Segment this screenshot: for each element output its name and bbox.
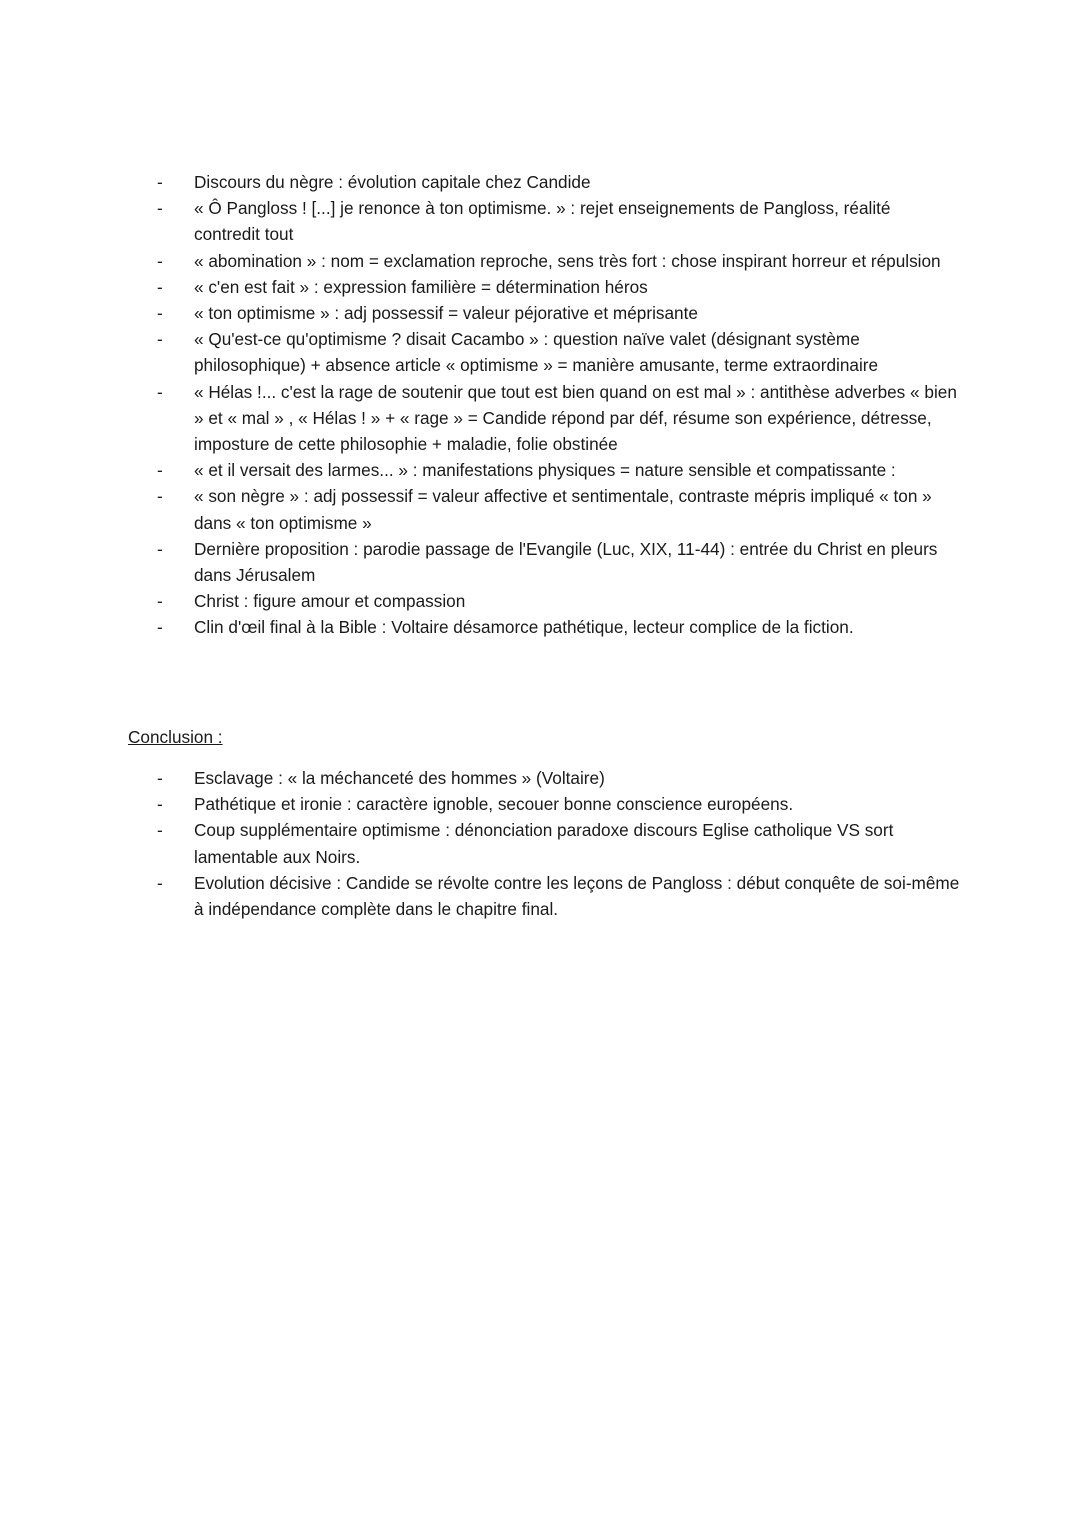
list-item: [0, 536, 1080, 588]
item-text: Evolution décisive : Candide se révolte contre les leçons de Pangloss : début conquête de soi-même à indépendance complète dans le chapitre final.: [194, 872, 960, 920]
item-text: « son nègre » : adj possessif = valeur affective et sentimentale, contraste mépris impliqué « ton » dans « ton optimisme »: [194, 486, 932, 533]
bullet-dash: -: [157, 768, 163, 788]
item-text: « c'en est fait » : expression familière = détermination héros: [194, 276, 648, 297]
bullet-dash: -: [157, 303, 163, 324]
list-item: [0, 870, 1080, 922]
list-item: [0, 791, 1080, 817]
list-item: [0, 588, 1080, 614]
item-text: « abomination » : nom = exclamation reproche, sens très fort : chose inspirant horreur et répulsion: [194, 250, 941, 271]
list-item: [0, 817, 1080, 869]
item-text: Esclavage : « la méchanceté des hommes » (Voltaire): [194, 768, 605, 788]
list-item: [0, 326, 1080, 378]
bullet-dash: -: [157, 250, 163, 271]
list-item: [0, 379, 1080, 458]
item-text: « ton optimisme » : adj possessif = valeur péjorative et méprisante: [194, 303, 698, 324]
conclusion-heading: Conclusion :: [128, 727, 223, 747]
bullet-dash: -: [157, 329, 163, 350]
bullet-dash: -: [157, 538, 163, 559]
item-text: « Hélas !... c'est la rage de soutenir que tout est bien quand on est mal » : antithèse adverbes « bien » et « mal » , « Hélas ! » + « rage » = Candide répond par déf, résume son expérience, détresse, imposture de cette philosophie + maladie, folie obstinée: [194, 381, 957, 455]
bullet-dash: -: [157, 617, 163, 638]
list-item: [0, 274, 1080, 300]
bullet-dash: -: [157, 820, 163, 841]
list-item: [0, 614, 1080, 640]
item-text: « Ô Pangloss ! [...] je renonce à ton optimisme. » : rejet enseignements de Pangloss, réalité contredit tout: [194, 198, 891, 245]
analysis-list: [0, 169, 1080, 641]
bullet-dash: -: [157, 198, 163, 219]
item-text: Clin d'œil final à la Bible : Voltaire désamorce pathétique, lecteur complice de la fiction.: [194, 617, 854, 638]
list-item: [0, 765, 1080, 791]
list-item: [0, 457, 1080, 483]
list-item: [0, 169, 1080, 195]
bullet-dash: -: [157, 381, 163, 402]
bullet-dash: -: [157, 872, 163, 893]
item-text: Christ : figure amour et compassion: [194, 591, 466, 612]
conclusion-list: [0, 765, 1080, 922]
item-text: Coup supplémentaire optimisme : dénonciation paradoxe discours Eglise catholique VS sort lamentable aux Noirs.: [194, 820, 894, 867]
list-item: [0, 300, 1080, 326]
bullet-dash: -: [157, 794, 163, 815]
item-text: « et il versait des larmes... » : manifestations physiques = nature sensible et compatissante :: [194, 460, 896, 481]
list-item: [0, 248, 1080, 274]
bullet-dash: -: [157, 276, 163, 297]
bullet-dash: -: [157, 460, 163, 481]
item-text: Pathétique et ironie : caractère ignoble, secouer bonne conscience européens.: [194, 794, 794, 815]
item-text: Discours du nègre : évolution capitale chez Candide: [194, 172, 591, 192]
bullet-dash: -: [157, 172, 163, 192]
list-item: [0, 483, 1080, 535]
bullet-dash: -: [157, 486, 163, 507]
item-text: Dernière proposition : parodie passage de l'Evangile (Luc, XIX, 11-44) : entrée du Christ en pleurs dans Jérusalem: [194, 538, 938, 586]
bullet-dash: -: [157, 591, 163, 612]
item-text: « Qu'est-ce qu'optimisme ? disait Cacambo » : question naïve valet (désignant système philosophique) + absence article « optimisme » = manière amusante, terme extraordinaire: [194, 329, 879, 376]
list-item: [0, 195, 1080, 247]
